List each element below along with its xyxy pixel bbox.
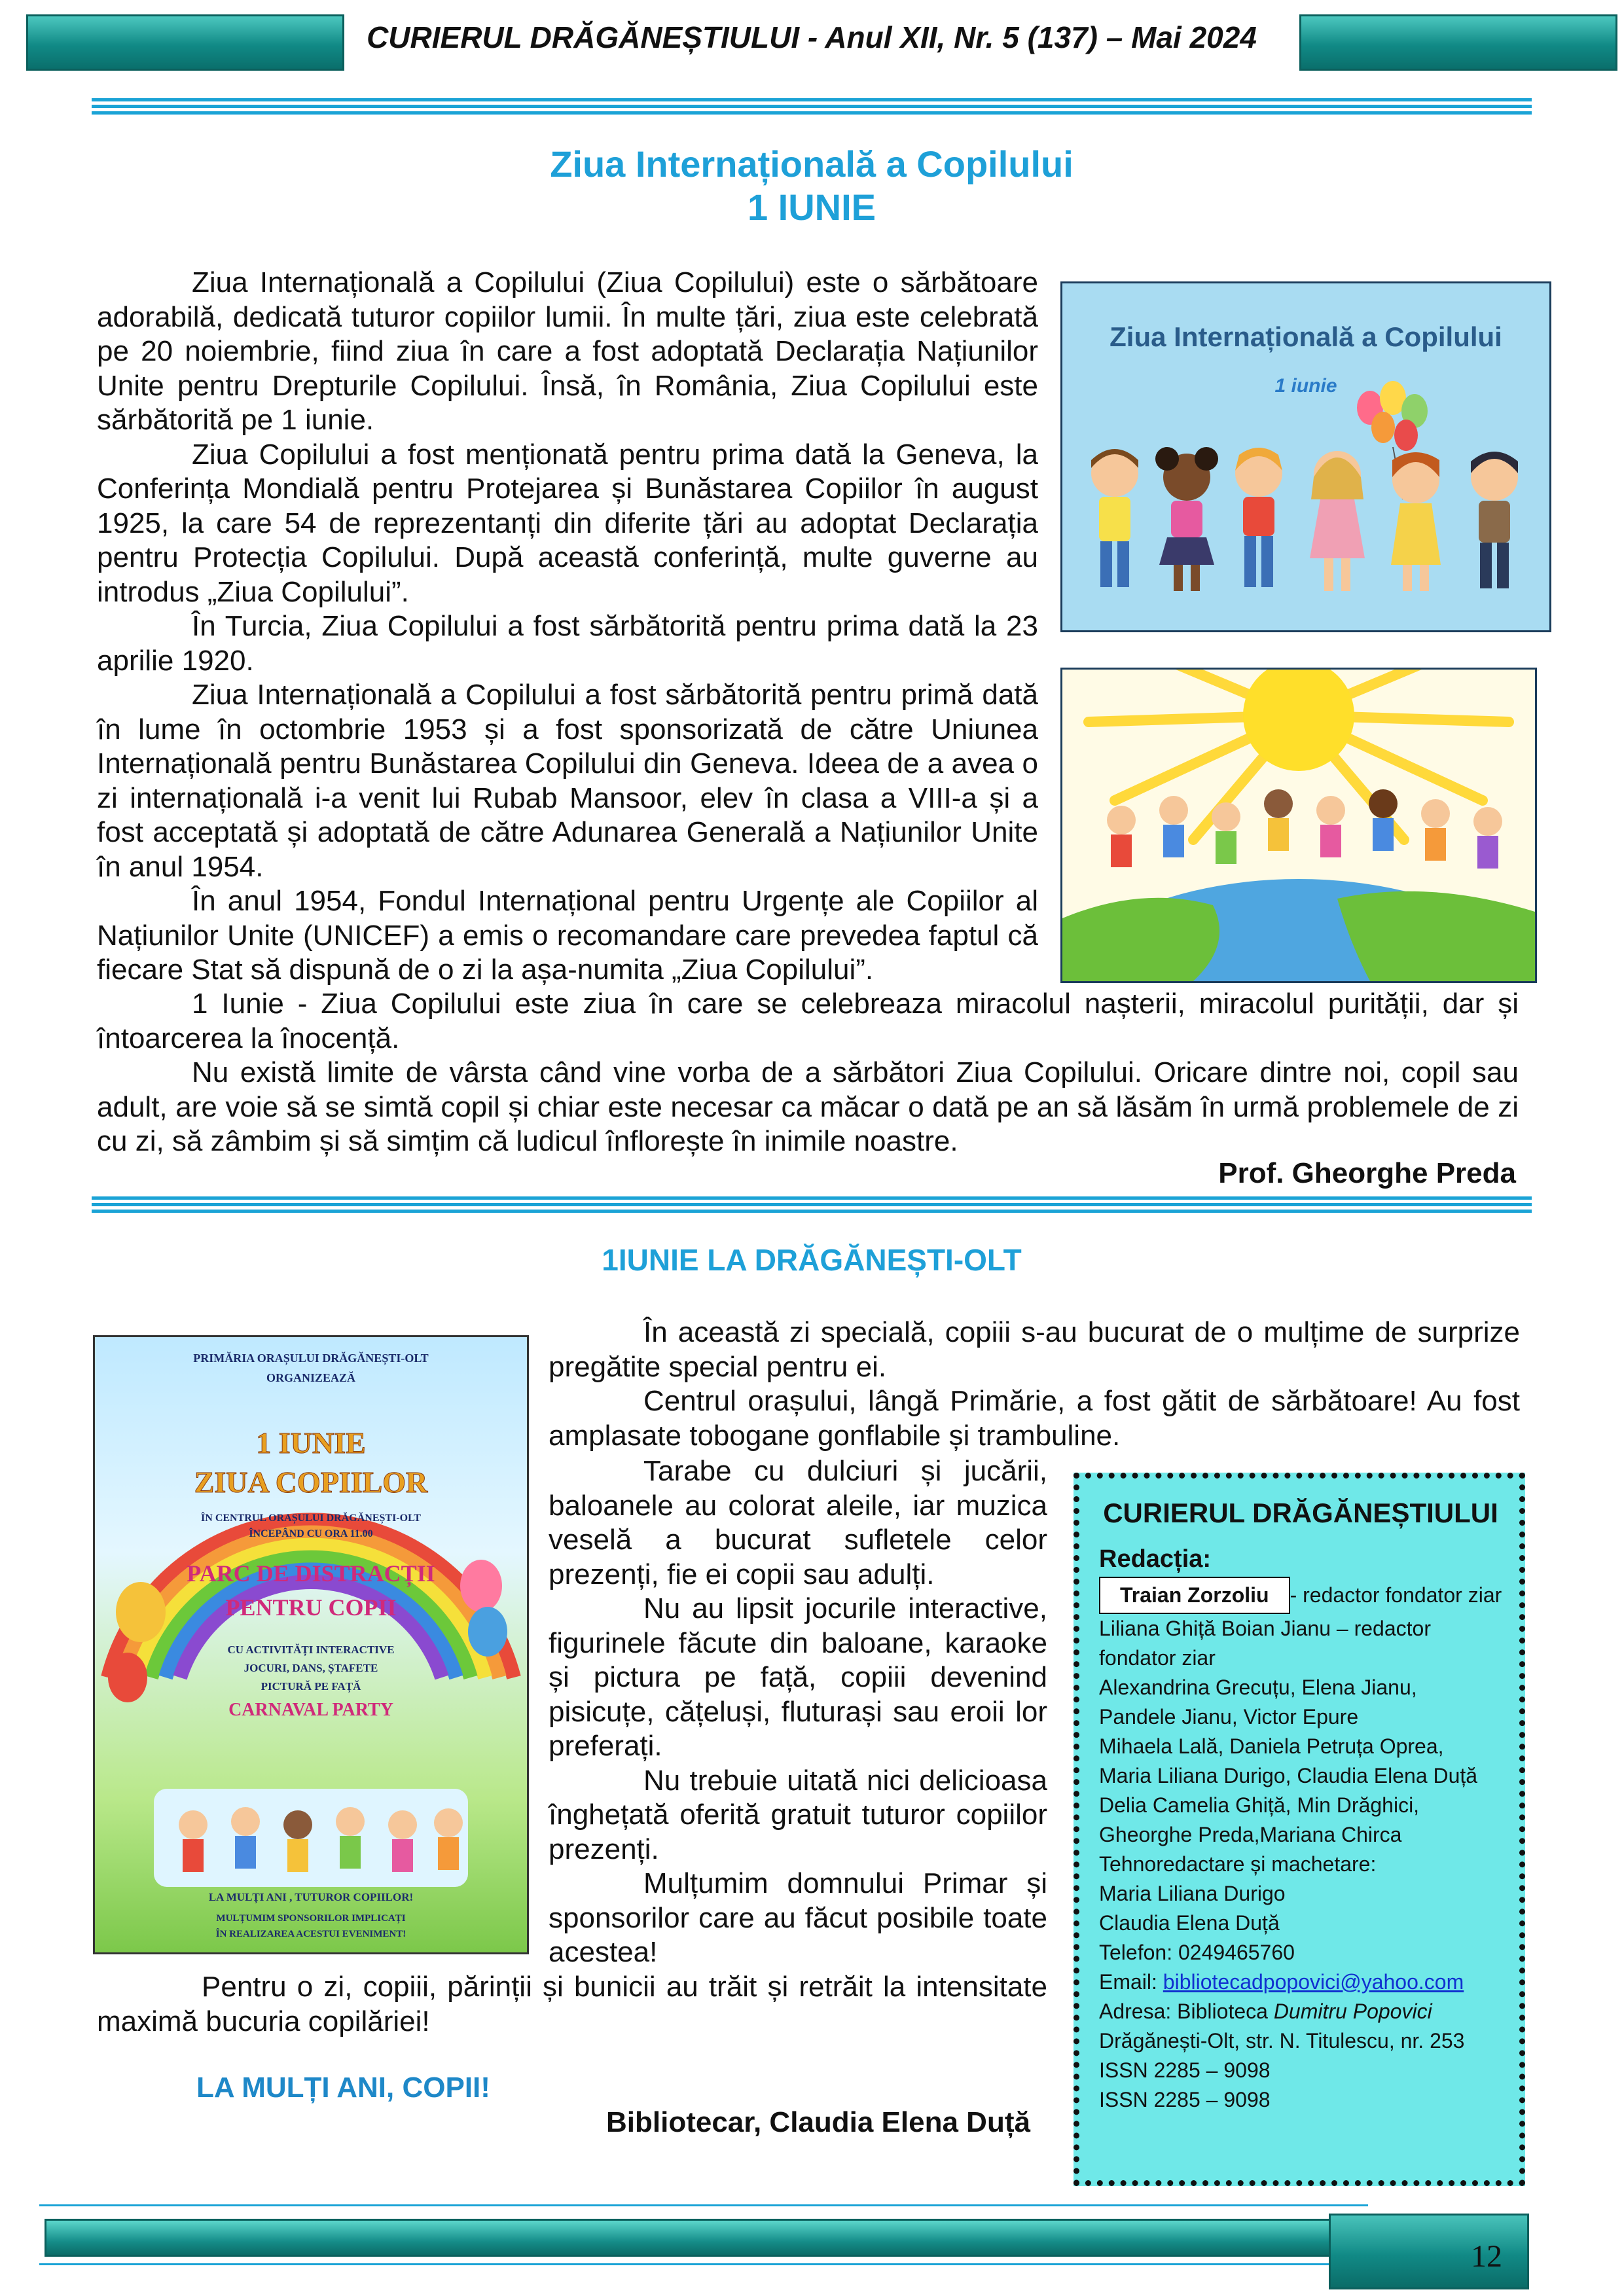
article2-closing [97, 1970, 1047, 2039]
founder-role: - redactor fondator ziar [1290, 1583, 1502, 1607]
poster-carnaval: CARNAVAL PARTY [228, 1700, 393, 1720]
email-label: Email: [1099, 1970, 1163, 1994]
poster-date: 1 IUNIE [256, 1426, 366, 1460]
article2-paragraph: Pentru o zi, copiii, părinții și bunicii au trăit și retrăit la intensitate maximă bucuria copilăriei! [97, 1971, 1047, 2037]
article1-paragraph: În Turcia, Ziua Copilului a fost sărbătorită pentru prima dată la 23 aprilie 1920. [97, 610, 1038, 677]
article1-title [92, 143, 1532, 229]
article1-paragraph: Ziua Internațională a Copilului (Ziua Copilului) este o sărbătoare adorabilă, dedicată tuturor copiilor lumii. În multe țări, ziua este celebrată pe 20 noiembrie, fiind ziua în care a fost adoptată Declarația Națiunilor Unite pentru Drepturile Copilului. Însă, în România, Ziua Copilului este sărbătorită pe 1 iunie. [97, 266, 1038, 436]
article2-intro [549, 1316, 1520, 1453]
footer-line [39, 2204, 1368, 2206]
kid [1235, 448, 1282, 587]
article2-paragraph: Nu trebuie uitată nici delicioasa înghețată oferită gratuit tuturor copiilor prezenți. [549, 1764, 1047, 1865]
credits-line: Tehnoredactare și machetare: [1099, 1852, 1377, 1876]
article2-paragraph: Tarabe cu dulciuri și jucării, baloanele au colorat aleile, iar muzica veselă a bucurat sufletele celor prezenți, fie ei copii sau adulți. [549, 1455, 1047, 1590]
poster-park: PARC DE DISTRACȚII [187, 1560, 435, 1587]
image1-subtitle: 1 iunie [1274, 375, 1337, 397]
article2-title: 1IUNIE LA DRĂGĂNEȘTI-OLT [602, 1243, 1022, 1277]
article1-title-line2: 1 IUNIE [747, 187, 876, 228]
poster-activities: CU ACTIVITĂȚI INTERACTIVE [227, 1643, 395, 1656]
children-drawing [1062, 283, 1549, 630]
credits-address [1099, 1997, 1502, 2026]
article1-paragraph: Nu există limite de vârsta când vine vorba de a sărbători Ziua Copilului. Oricare dintre noi, copil sau adult, are voie să se simtă copil și chiar este necesar ca măcar o dată pe an să lăsăm în urmă problemele de zi cu zi, să zâmbim și să simțim că ludicul înflorește în inimile noastre. [97, 1056, 1519, 1157]
article1-paragraph: În anul 1954, Fondul Internațional pentru Urgențe ale Copiilor al Națiunilor Unite (UNICEF) a emis o recomandare care prevedea faptul că fiecare Stat să dispună de o zi la așa-numita „Ziua Copilului”. [97, 885, 1038, 986]
article1-body-wide [97, 987, 1519, 1159]
article1-paragraph: Ziua Internațională a Copilului a fost sărbătorită pentru primă dată în lume în octombrie 1953 și a fost sponsorizată de către Uniunea Internațională pentru Bunăstarea Copilului din Geneva. Ideea de a avea o zi internațională i-a venit lui Rubab Mansoor, elev în clasa a VIII-a și a fost acceptată și adoptată de către Adunarea Generală a Națiunilor Unite în anul 1954. [97, 679, 1038, 883]
footer-line-bottom [39, 2263, 1342, 2265]
children-on-earth-illustration [1060, 668, 1537, 983]
credits-line: Gheorghe Preda,Mariana Chirca [1099, 1823, 1402, 1846]
kids-row [1107, 789, 1502, 869]
article2-paragraph: Mulțumim domnului Primar și sponsorilor care au făcut posibile toate acestea! [549, 1867, 1047, 1968]
article2-column [549, 1454, 1047, 1970]
article1-author: Prof. Gheorghe Preda [1218, 1157, 1516, 1189]
children-illustration-1 [1060, 281, 1551, 632]
header-left-tab [26, 14, 344, 71]
article2-paragraph: În această zi specială, copiii s-au bucurat de o mulțime de surprize pregătite special pentru ei. [549, 1316, 1520, 1383]
article2-paragraph: Nu au lipsit jocurile interactive, figurinele făcute din baloane, karaoke și pictura pe față, copiii devenind pisicuțe, cățeluși, fluturași sau eroii lor preferați. [549, 1592, 1047, 1762]
poster-activities3: PICTURĂ PE FAȚĂ [261, 1680, 361, 1693]
editorial-credits-box [1074, 1473, 1525, 2186]
address-name: Dumitru Popovici [1273, 2000, 1432, 2023]
footer-page-tab [1329, 2214, 1529, 2289]
credits-line: Claudia Elena Duță [1099, 1911, 1280, 1935]
kid [1091, 449, 1138, 587]
header-right-tab [1299, 14, 1617, 71]
credits-line: Maria Liliana Durigo [1099, 1882, 1286, 1905]
article1-paragraph: Ziua Copilului a fost menționată pentru prima dată la Geneva, la Conferința Mondială pentru Protejarea și Bunăstarea Copiilor în august 1925, la care 54 de reprezentanți din diferite țări au adoptat Declarația pentru Protecția Copilului. După această conferință, multe guverne au introdus „Ziua Copilului”. [97, 438, 1038, 608]
credits-line: Mihaela Lală, Daniela Petruța Oprea, [1099, 1734, 1444, 1758]
email-link[interactable]: bibliotecadpopovici@yahoo.com [1163, 1970, 1464, 1994]
poster-location: ÎN CENTRUL ORAȘULUI DRĂGĂNEȘTI-OLT [201, 1513, 421, 1524]
article2-paragraph: Centrul orașului, lângă Primărie, a fost gătit de sărbătoare! Au fost amplasate tobogane gonflabile și trambuline. [549, 1385, 1520, 1452]
article2-author: Bibliotecar, Claudia Elena Duță [606, 2106, 1030, 2138]
poster-wish: LA MULȚI ANI , TUTUROR COPIILOR! [208, 1891, 414, 1903]
credits-line: Alexandrina Grecuțu, Elena Jianu, [1099, 1676, 1417, 1699]
poster-thanks2: ÎN REALIZAREA ACESTUI EVENIMENT! [215, 1929, 406, 1939]
article1-body-narrow [97, 266, 1038, 988]
poster-thanks: MULȚUMIM SPONSORILOR IMPLICAȚI [216, 1913, 406, 1924]
poster-time: ÎNCEPÂND CU ORA 11.00 [249, 1528, 373, 1539]
image1-title: Ziua Internațională a Copilului [1110, 321, 1502, 352]
poster-title: ZIUA COPIILOR [194, 1465, 428, 1499]
header-rule [92, 98, 1532, 115]
kid [1391, 452, 1441, 591]
credits-section: Redacția: [1099, 1545, 1212, 1573]
article1-title-line1: Ziua Internațională a Copilului [550, 143, 1074, 185]
address-label: Adresa: Biblioteca [1099, 2000, 1274, 2023]
founder-name: Traian Zorzoliu [1099, 1577, 1290, 1614]
credits-line: Maria Liliana Durigo, Claudia Elena Duță [1099, 1764, 1478, 1787]
page-number: 12 [1471, 2239, 1502, 2274]
poster-park2: PENTRU COPII [225, 1594, 397, 1621]
article1-paragraph: 1 Iunie - Ziua Copilului este ziua în care se celebreaza miracolul nașterii, miracolul purității, dar și întoarcerea la înocență. [97, 988, 1519, 1054]
credits-founder [1099, 1577, 1502, 1614]
credits-email-line [1099, 1967, 1502, 1997]
kid [1471, 452, 1518, 588]
kid [1155, 447, 1218, 591]
poster-activities2: JOCURI, DANS, ȘTAFETE [244, 1662, 378, 1674]
credits-line: Liliana Ghiță Boian Jianu – redactor fondator ziar [1099, 1617, 1431, 1670]
credits-issn: ISSN 2285 – 9098 [1099, 2058, 1271, 2082]
header-title: CURIERUL DRĂGĂNEȘTIULUI - Anul XII, Nr. 5 (137) – Mai 2024 [367, 20, 1257, 54]
poster-org: PRIMĂRIA ORAȘULUI DRĂGĂNEȘTI-OLT [193, 1352, 429, 1365]
section-rule [92, 1196, 1532, 1213]
credits-line: Delia Camelia Ghiță, Min Drăghici, [1099, 1793, 1420, 1817]
event-poster [93, 1335, 529, 1954]
footer-bar [45, 2219, 1331, 2257]
credits-line: Pandele Jianu, Victor Epure [1099, 1705, 1359, 1729]
credits-line: Telefon: 0249465760 [1099, 1941, 1295, 1964]
poster-org2: ORGANIZEAZĂ [266, 1371, 356, 1384]
sun-earth-drawing [1062, 670, 1535, 981]
credits-address-line: Drăgănești-Olt, str. N. Titulescu, nr. 253 [1099, 2029, 1465, 2053]
credits-issn: ISSN 2285 – 9098 [1099, 2088, 1271, 2111]
credits-title: CURIERUL DRĂGĂNEȘTIULUI [1103, 1498, 1498, 1528]
article2-greeting: LA MULȚI ANI, COPII! [196, 2072, 490, 2104]
kid [1310, 451, 1365, 591]
